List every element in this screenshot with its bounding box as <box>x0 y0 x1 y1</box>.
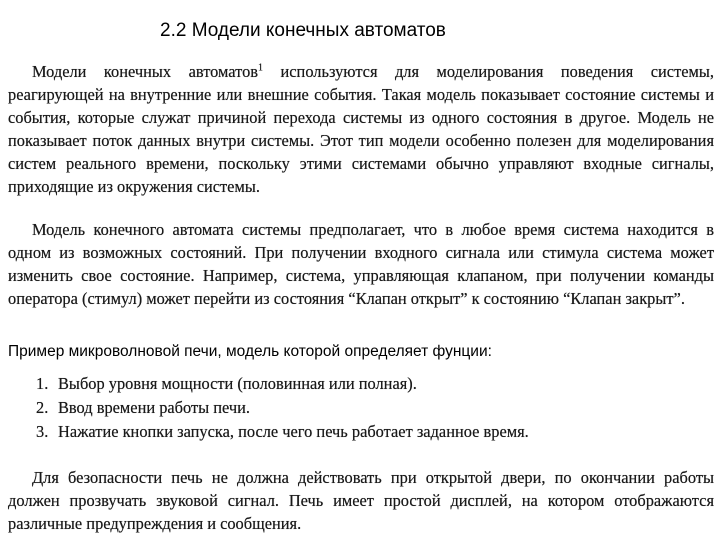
list-item <box>36 420 706 444</box>
list-item-number: 3. <box>36 422 49 441</box>
list-item <box>36 372 706 396</box>
list-item-text: Нажатие кнопки запуска, после чего печь работает заданное время. <box>58 422 529 441</box>
list-item <box>36 396 706 420</box>
list-item-text: Ввод времени работы печи. <box>58 398 251 417</box>
paragraph-text: Для безопасности печь не должна действовать при открытой двери, по окончании работы должен прозвучать звуковой сигнал. Печь имеет простой дисплей, на котором отображаются различные предупреждения и сообщения. <box>8 468 714 533</box>
paragraph-start: Модели конечных автоматов <box>32 62 259 81</box>
paragraph-fsm-states <box>8 218 714 310</box>
paragraph-safety <box>8 466 714 535</box>
functions-list <box>36 372 706 444</box>
slide-title: 2.2 Модели конечных автоматов <box>160 20 446 41</box>
paragraph-rest: используются для моделирования поведения системы, реагирующей на внутренние или внешние события. Такая модель показывает состояние системы и события, которые служат причиной перехода системы из одного состояния в другое. Модель не показывает поток данных внутри системы. Этот тип модели особенно полезен для моделирования систем реального времени, поскольку этими системами обычно управляют входные сигналы, приходящие из окружения системы. <box>8 62 714 196</box>
paragraph-text: Модель конечного автомата системы предполагает, что в любое время система находится в одном из возможных состояний. При получении входного сигнала или стимула система может изменить свое состояние. Например, система, управляющая клапаном, при получении команды оператора (стимул) может перейти из состояния “Клапан открыт” к состоянию “Клапан закрыт”. <box>8 220 714 308</box>
list-item-number: 1. <box>36 374 49 393</box>
paragraph-fsm-intro <box>8 60 714 198</box>
footnote-mark: 1 <box>258 62 264 74</box>
list-item-text: Выбор уровня мощности (половинная или полная). <box>58 374 417 393</box>
list-item-number: 2. <box>36 398 49 417</box>
example-caption: Пример микроволновой печи, модель которой определяет фунции: <box>8 343 492 360</box>
